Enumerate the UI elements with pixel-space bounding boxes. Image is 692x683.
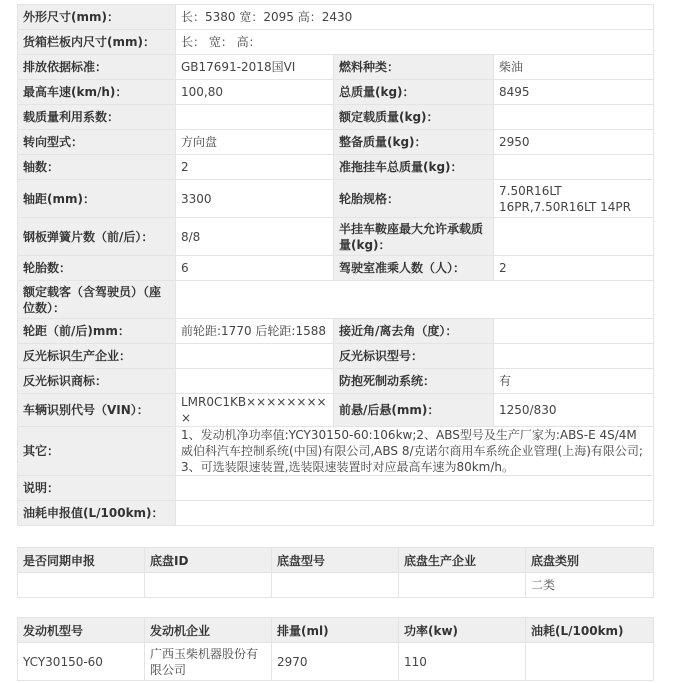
spec-row-reflector-brand: [18, 369, 654, 394]
saddle-load-value: [494, 218, 654, 256]
engine-cell-manufacturer: 广西玉柴机器股份有限公司: [145, 643, 272, 681]
tow-mass-label: 准拖挂车总质量(kg)：: [334, 155, 494, 180]
tire-spec-label: 轮胎规格：: [334, 180, 494, 218]
curb-mass-value: 2950: [494, 130, 654, 155]
note-label: 说明：: [18, 476, 176, 501]
spec-row-fuel-consumption: [18, 501, 654, 526]
chassis-table: [17, 547, 654, 598]
cargo-label: 货箱栏板内尺寸(mm)：: [18, 30, 176, 55]
tire-count-label: 轮胎数：: [18, 256, 176, 281]
abs-label: 防抱死制动系统：: [334, 369, 494, 394]
spec-row-tires: [18, 256, 654, 281]
leaf-springs-value: 8/8: [176, 218, 334, 256]
spec-row-seats: [18, 281, 654, 319]
spec-row-track: [18, 319, 654, 344]
reflector-mfr-label: 反光标识生产企业：: [18, 344, 176, 369]
track-value: 前轮距:1770 后轮距:1588: [176, 319, 334, 344]
cargo-value: 长： 宽： 高：: [176, 30, 654, 55]
other-value: 1、发动机净功率值:YCY30150-60:106kw;2、ABS型号及生产厂家为:ABS-E 4S/4M威伯科汽车控制系统(中国)有限公司,ABS 8/克诺尔商用车系统企业管理(上海)有限公司;3、可选装限速装置,选装限速装置时对应最高车速为80km/h。: [176, 427, 654, 476]
abs-value: 有: [494, 369, 654, 394]
approach-angle-value: [494, 319, 654, 344]
tire-spec-line1: 7.50R16LT: [499, 183, 562, 198]
engine-header-manufacturer: 发动机企业: [145, 618, 272, 643]
spec-row-wheelbase: [18, 180, 654, 218]
spec-row-emission: [18, 55, 654, 80]
engine-header-power: 功率(kw): [399, 618, 526, 643]
steering-label: 转向型式：: [18, 130, 176, 155]
vin-value: LMR0C1KB×××××××××: [176, 394, 334, 427]
max-speed-label: 最高车速(km/h)：: [18, 80, 176, 105]
engine-header-fuel-consumption: 油耗(L/100km): [526, 618, 654, 643]
leaf-springs-label: 钢板弹簧片数（前/后）：: [18, 218, 176, 256]
dimensions-label: 外形尺寸(mm)：: [18, 5, 176, 30]
approach-angle-label: 接近角/离去角（度）：: [334, 319, 494, 344]
overhang-label: 前悬/后悬(mm)：: [334, 394, 494, 427]
tire-spec-value: [494, 180, 654, 218]
chassis-cell-manufacturer: [399, 573, 526, 598]
emission-label: 排放依据标准：: [18, 55, 176, 80]
spec-row-note: [18, 476, 654, 501]
chassis-cell-same-period: [18, 573, 145, 598]
other-label: 其它：: [18, 427, 176, 476]
reflector-brand-label: 反光标识商标：: [18, 369, 176, 394]
table-row: [18, 573, 654, 598]
chassis-header-same-period: 是否同期申报: [18, 548, 145, 573]
cab-occupants-label: 驾驶室准乘人数（人）：: [334, 256, 494, 281]
tow-mass-value: [494, 155, 654, 180]
chassis-cell-id: [145, 573, 272, 598]
spec-row-steering: [18, 130, 654, 155]
vehicle-spec-table: [17, 4, 654, 526]
cab-occupants-value: 2: [494, 256, 654, 281]
fuel-consumption-value: [176, 501, 654, 526]
utilization-label: 载质量利用系数：: [18, 105, 176, 130]
axles-value: 2: [176, 155, 334, 180]
tire-spec-line2: 16PR,7.50R16LT 14PR: [499, 199, 632, 214]
chassis-header-manufacturer: 底盘生产企业: [399, 548, 526, 573]
reflector-model-value: [494, 344, 654, 369]
engine-header-model: 发动机型号: [18, 618, 145, 643]
reflector-mfr-value: [176, 344, 334, 369]
chassis-header-row: [18, 548, 654, 573]
track-label: 轮距（前/后)mm：: [18, 319, 176, 344]
axles-label: 轴数：: [18, 155, 176, 180]
rated-load-value: [494, 105, 654, 130]
max-speed-value: 100,80: [176, 80, 334, 105]
vin-label: 车辆识别代号（VIN）：: [18, 394, 176, 427]
dimensions-value: 长：5380 宽：2095 高：2430: [176, 5, 654, 30]
spec-row-cargo: [18, 30, 654, 55]
chassis-header-id: 底盘ID: [145, 548, 272, 573]
spec-row-other: [18, 427, 654, 476]
gross-mass-label: 总质量(kg)：: [334, 80, 494, 105]
reflector-model-label: 反光标识型号：: [334, 344, 494, 369]
spec-row-speed: [18, 80, 654, 105]
engine-header-displacement: 排量(ml): [272, 618, 399, 643]
emission-value: GB17691-2018国VI: [176, 55, 334, 80]
engine-cell-model: YCY30150-60: [18, 643, 145, 681]
wheelbase-value: 3300: [176, 180, 334, 218]
spec-row-axles: [18, 155, 654, 180]
steering-value: 方向盘: [176, 130, 334, 155]
wheelbase-label: 轴距(mm)：: [18, 180, 176, 218]
chassis-cell-model: [272, 573, 399, 598]
table-row: [18, 643, 654, 681]
chassis-header-model: 底盘型号: [272, 548, 399, 573]
overhang-value: 1250/830: [494, 394, 654, 427]
tire-count-value: 6: [176, 256, 334, 281]
engine-table: [17, 617, 654, 681]
spec-row-leaf-springs: [18, 218, 654, 256]
utilization-value: [176, 105, 334, 130]
fuel-type-label: 燃料种类：: [334, 55, 494, 80]
engine-cell-fuel-consumption: [526, 643, 654, 681]
rated-load-label: 额定载质量(kg)：: [334, 105, 494, 130]
seats-value: [176, 281, 654, 319]
fuel-type-value: 柴油: [494, 55, 654, 80]
spec-row-reflector-mfr: [18, 344, 654, 369]
note-value: [176, 476, 654, 501]
engine-cell-displacement: 2970: [272, 643, 399, 681]
engine-header-row: [18, 618, 654, 643]
reflector-brand-value: [176, 369, 334, 394]
chassis-cell-category: 二类: [526, 573, 654, 598]
engine-cell-power: 110: [399, 643, 526, 681]
spec-row-vin: [18, 394, 654, 427]
spec-row-dimensions: [18, 5, 654, 30]
spec-row-utilization: [18, 105, 654, 130]
gross-mass-value: 8495: [494, 80, 654, 105]
saddle-load-label: 半挂车鞍座最大允许承载质量(kg)：: [334, 218, 494, 256]
fuel-consumption-label: 油耗申报值(L/100km)：: [18, 501, 176, 526]
seats-label: 额定载客（含驾驶员）（座位数）：: [18, 281, 176, 319]
curb-mass-label: 整备质量(kg)：: [334, 130, 494, 155]
chassis-header-category: 底盘类别: [526, 548, 654, 573]
